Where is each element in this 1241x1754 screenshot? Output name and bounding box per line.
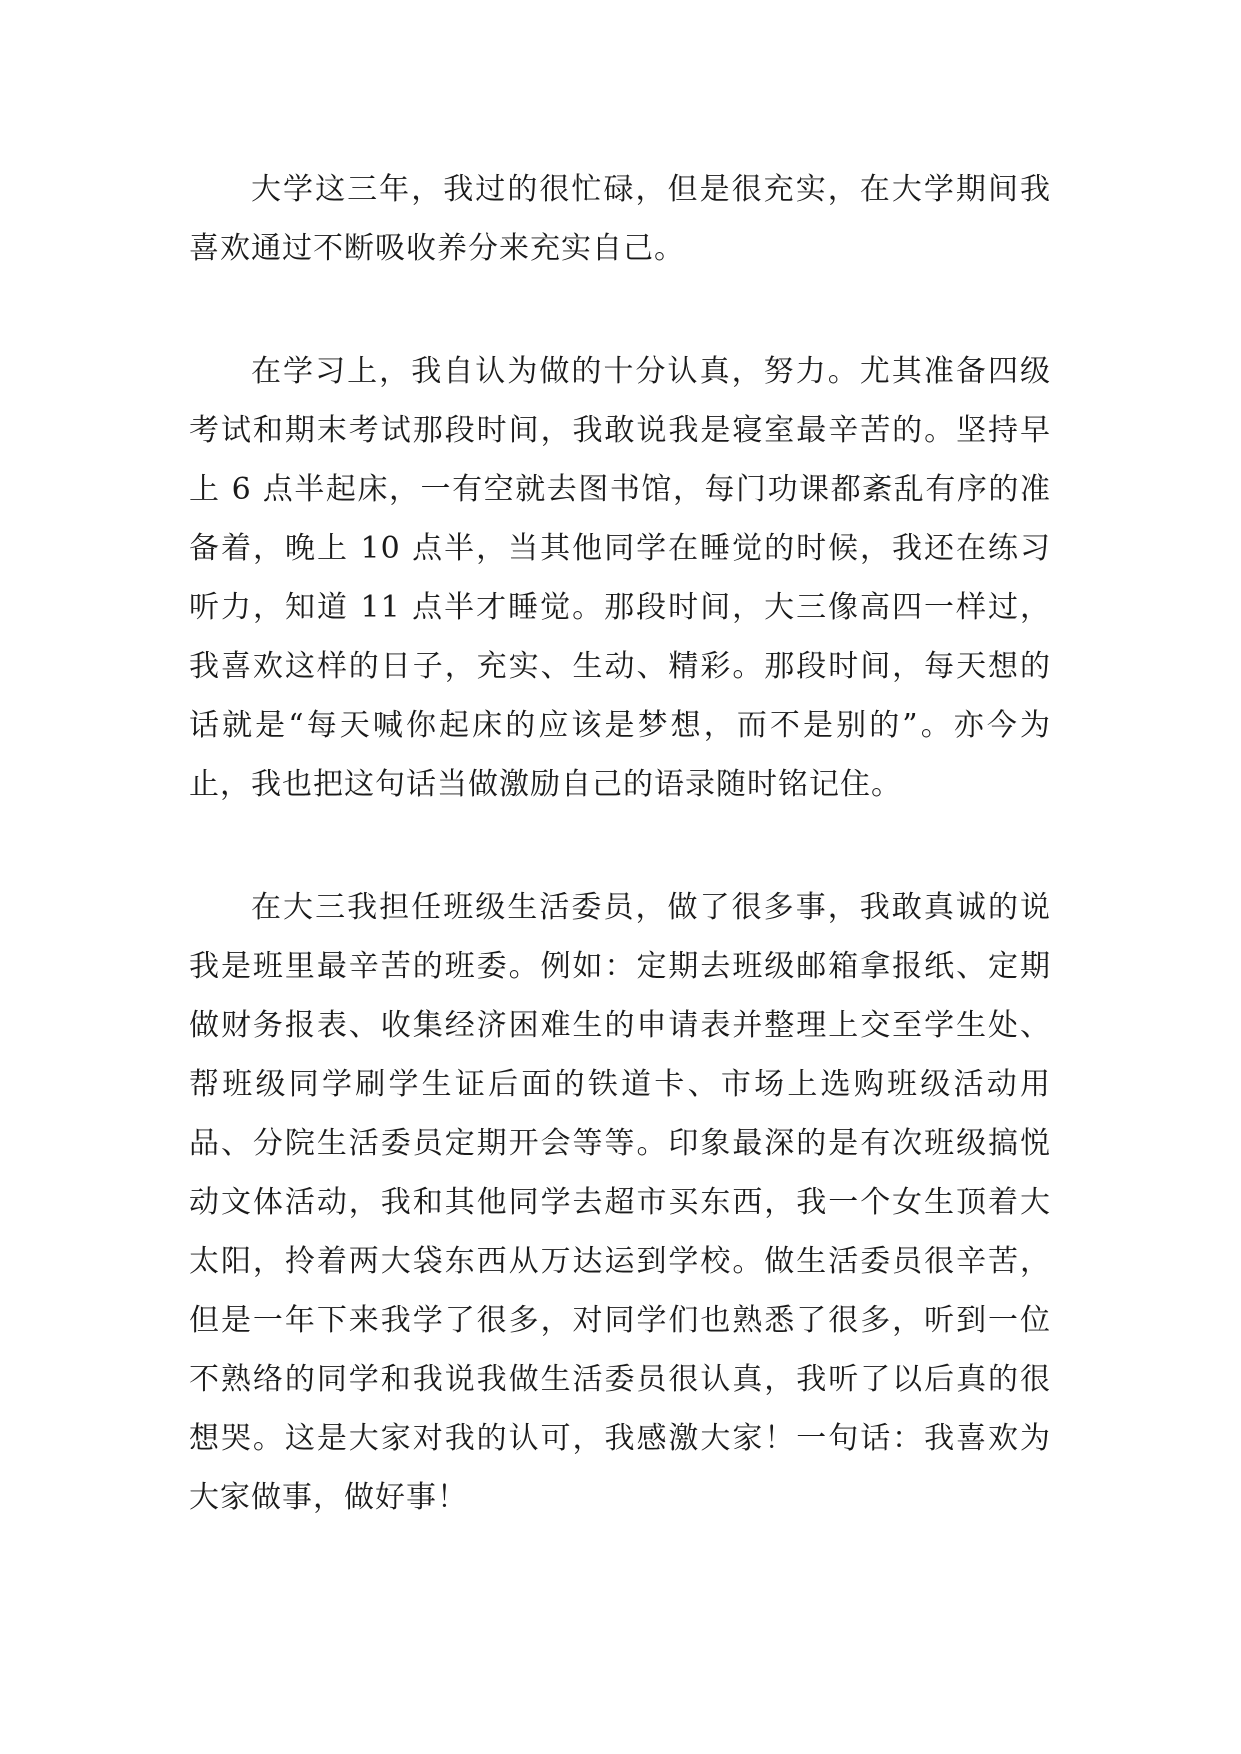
paragraph-college-years: 大学这三年，我过的很忙碌，但是很充实，在大学期间我喜欢通过不断吸收养分来充实自己。 <box>189 172 1051 266</box>
paragraph-class-committee: 在大三我担任班级生活委员，做了很多事，我敢真诚的说我是班里最辛苦的班委。例如：定期去班级邮箱拿报纸、定期做财务报表、收集经济困难生的申请表并整理上交至学生处、帮班级同学刷学生证后面的铁道卡、市场上选购班级活动用品、分院生活委员定期开会等等。印象最深的是有次班级搞悦动文体活动，我和其他同学去超市买东西，我一个女生顶着大太阳，拎着两大袋东西从万达运到学校。做生活委员很辛苦，但是一年下来我学了很多，对同学们也熟悉了很多，听到一位不熟络的同学和我说我做生活委员很认真，我听了以后真的很想哭。这是大家对我的认可，我感激大家！一句话：我喜欢为大家做事，做好事！ <box>189 890 1051 1515</box>
document-body <box>189 160 1051 1527</box>
paragraph-study: 在学习上，我自认为做的十分认真，努力。尤其准备四级考试和期末考试那段时间，我敢说我是寝室最辛苦的。坚持早上 6 点半起床，一有空就去图书馆，每门功课都紊乱有序的准备着，晚上 10 点半，当其他同学在睡觉的时候，我还在练习听力，知道 11 点半才睡觉。那段时间，大三像高四一样过，我喜欢这样的日子，充实、生动、精彩。那段时间，每天想的话就是“每天喊你起床的应该是梦想，而不是别的”。亦今为止，我也把这句话当做激励自己的语录随时铭记住。 <box>189 354 1051 802</box>
